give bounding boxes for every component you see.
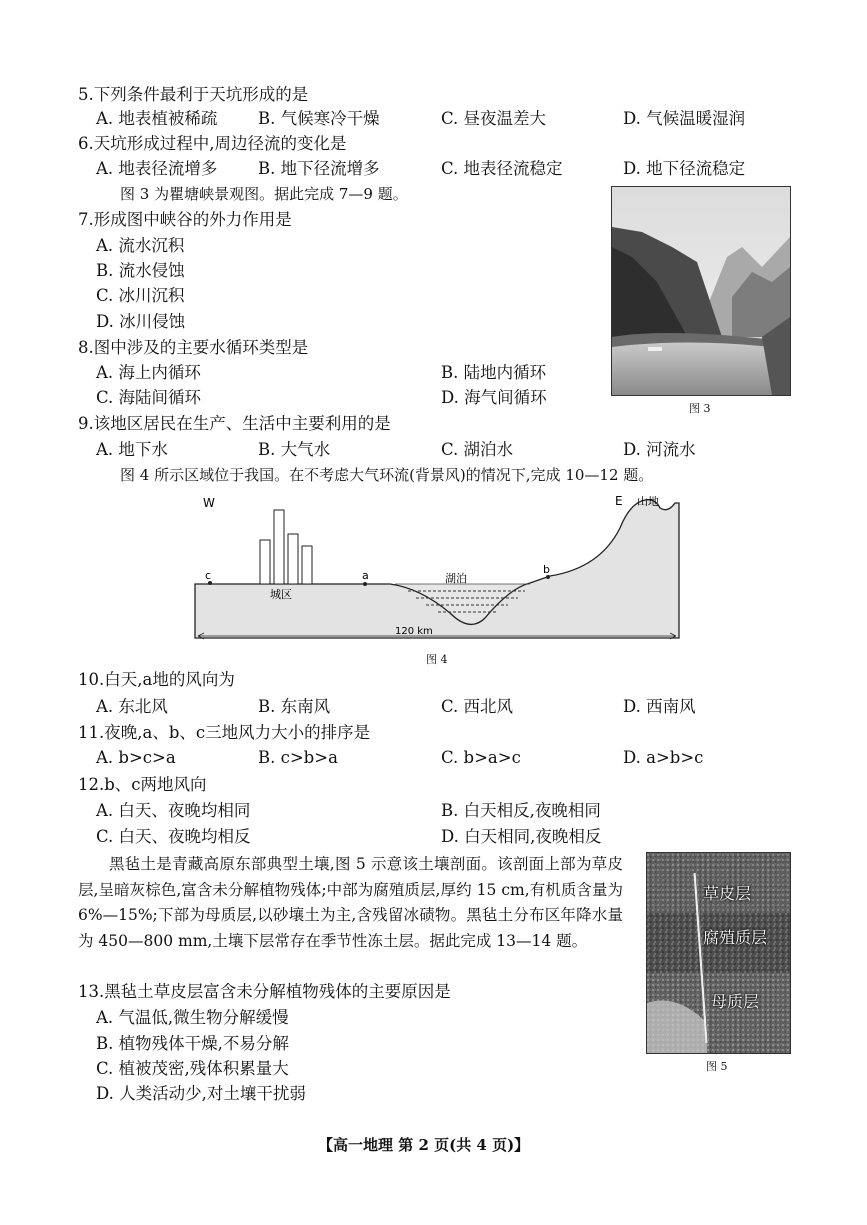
q9-option-c[interactable]: C. 湖泊水 — [441, 440, 514, 459]
q5-option-d[interactable]: D. 气候温暖湿润 — [623, 109, 746, 128]
question-10-stem: 10.白天,a地的风向为 — [78, 670, 235, 689]
q13-option-a[interactable]: A. 气温低,微生物分解缓慢 — [96, 1008, 289, 1027]
question-6-stem: 6.天坑形成过程中,周边径流的变化是 — [78, 134, 347, 153]
layer-label-middle: 腐殖质层 — [703, 928, 768, 947]
q8-option-b[interactable]: B. 陆地内循环 — [441, 363, 547, 382]
question-8-stem: 8.图中涉及的主要水循环类型是 — [78, 338, 309, 357]
layer-label-bottom: 母质层 — [711, 992, 760, 1011]
intro-13-14: 黑毡土是青藏高原东部典型土壤,图 5 示意该土壤剖面。该剖面上部为草皮层,呈暗灰棕色,富含未分解植物残体;中部为腐殖质层,厚约 15 cm,有机质含量为 6%—15%;下部为母质层,以砂壤土为主,含残留冰碛物。黑毡土分布区年降水量为 450—800 mm,土壤下层常存在季节性冻土层。据此完成 13—14 题。 — [78, 855, 623, 950]
figure-3-photo — [611, 186, 791, 396]
figure-4-caption: 图 4 — [426, 653, 448, 666]
label-e: E — [615, 494, 623, 508]
question-7-stem: 7.形成图中峡谷的外力作用是 — [78, 210, 292, 229]
question-5-stem: 5.下列条件最利于天坑形成的是 — [78, 85, 309, 104]
q12-option-c[interactable]: C. 白天、夜晚均相反 — [96, 827, 251, 846]
q11-option-b[interactable]: B. c>b>a — [258, 748, 338, 767]
q5-option-c[interactable]: C. 昼夜温差大 — [441, 109, 547, 128]
q9-option-a[interactable]: A. 地下水 — [96, 440, 168, 459]
q11-option-a[interactable]: A. b>c>a — [96, 748, 176, 767]
q7-option-d[interactable]: D. 冰川侵蚀 — [96, 312, 186, 331]
q6-option-b[interactable]: B. 地下径流增多 — [258, 159, 380, 178]
q10-option-a[interactable]: A. 东北风 — [96, 697, 168, 716]
q6-option-a[interactable]: A. 地表径流增多 — [96, 159, 218, 178]
label-lake: 湖泊 — [445, 572, 467, 585]
figure-4-cross-section — [190, 488, 685, 640]
q10-option-c[interactable]: C. 西北风 — [441, 697, 514, 716]
question-12-stem: 12.b、c两地风向 — [78, 775, 207, 794]
gorge-landscape-image — [612, 187, 790, 395]
q11-option-c[interactable]: C. b>a>c — [441, 748, 521, 767]
q9-option-d[interactable]: D. 河流水 — [623, 440, 696, 459]
label-city: 城区 — [270, 588, 292, 601]
q13-option-c[interactable]: C. 植被茂密,残体积累量大 — [96, 1059, 289, 1078]
page-footer: 【高一地理 第 2 页(共 4 页)】 — [318, 1136, 530, 1154]
label-distance: 120 km — [395, 626, 433, 637]
q10-option-b[interactable]: B. 东南风 — [258, 697, 331, 716]
q13-option-d[interactable]: D. 人类活动少,对土壤干扰弱 — [96, 1084, 306, 1103]
q7-option-b[interactable]: B. 流水侵蚀 — [96, 261, 185, 280]
q6-option-c[interactable]: C. 地表径流稳定 — [441, 159, 563, 178]
q8-option-c[interactable]: C. 海陆间循环 — [96, 388, 202, 407]
q9-option-b[interactable]: B. 大气水 — [258, 440, 331, 459]
q6-option-d[interactable]: D. 地下径流稳定 — [623, 159, 746, 178]
label-w: W — [203, 496, 215, 510]
label-a: a — [362, 569, 369, 582]
question-13-stem: 13.黑毡土草皮层富含未分解植物残体的主要原因是 — [78, 982, 451, 1001]
point-a — [363, 582, 367, 586]
label-mountain: 山地 — [637, 495, 659, 508]
q12-option-a[interactable]: A. 白天、夜晚均相同 — [96, 801, 251, 820]
label-c: c — [205, 569, 212, 582]
q5-option-b[interactable]: B. 气候寒冷干燥 — [258, 109, 380, 128]
intro-7-9: 图 3 为瞿塘峡景观图。据此完成 7—9 题。 — [120, 185, 408, 203]
intro-10-12: 图 4 所示区域位于我国。在不考虑大气环流(背景风)的情况下,完成 10—12 题。 — [120, 466, 654, 484]
q7-option-c[interactable]: C. 冰川沉积 — [96, 286, 185, 305]
figure-5-photo — [646, 852, 791, 1054]
label-b: b — [543, 563, 550, 576]
figure-5-caption: 图 5 — [706, 1060, 728, 1073]
q13-option-b[interactable]: B. 植物残体干燥,不易分解 — [96, 1034, 289, 1053]
question-11-stem: 11.夜晚,a、b、c三地风力大小的排序是 — [78, 723, 371, 742]
q8-option-d[interactable]: D. 海气间循环 — [441, 388, 547, 407]
q8-option-a[interactable]: A. 海上内循环 — [96, 363, 201, 382]
question-9-stem: 9.该地区居民在生产、生活中主要利用的是 — [78, 414, 391, 433]
q12-option-b[interactable]: B. 白天相反,夜晚相同 — [441, 801, 601, 820]
q12-option-d[interactable]: D. 白天相同,夜晚相反 — [441, 827, 602, 846]
q7-option-a[interactable]: A. 流水沉积 — [96, 236, 185, 255]
q5-option-a[interactable]: A. 地表植被稀疏 — [96, 109, 218, 128]
q11-option-d[interactable]: D. a>b>c — [623, 748, 704, 767]
figure-3-caption: 图 3 — [689, 402, 711, 415]
layer-label-top: 草皮层 — [703, 884, 752, 903]
q10-option-d[interactable]: D. 西南风 — [623, 697, 696, 716]
